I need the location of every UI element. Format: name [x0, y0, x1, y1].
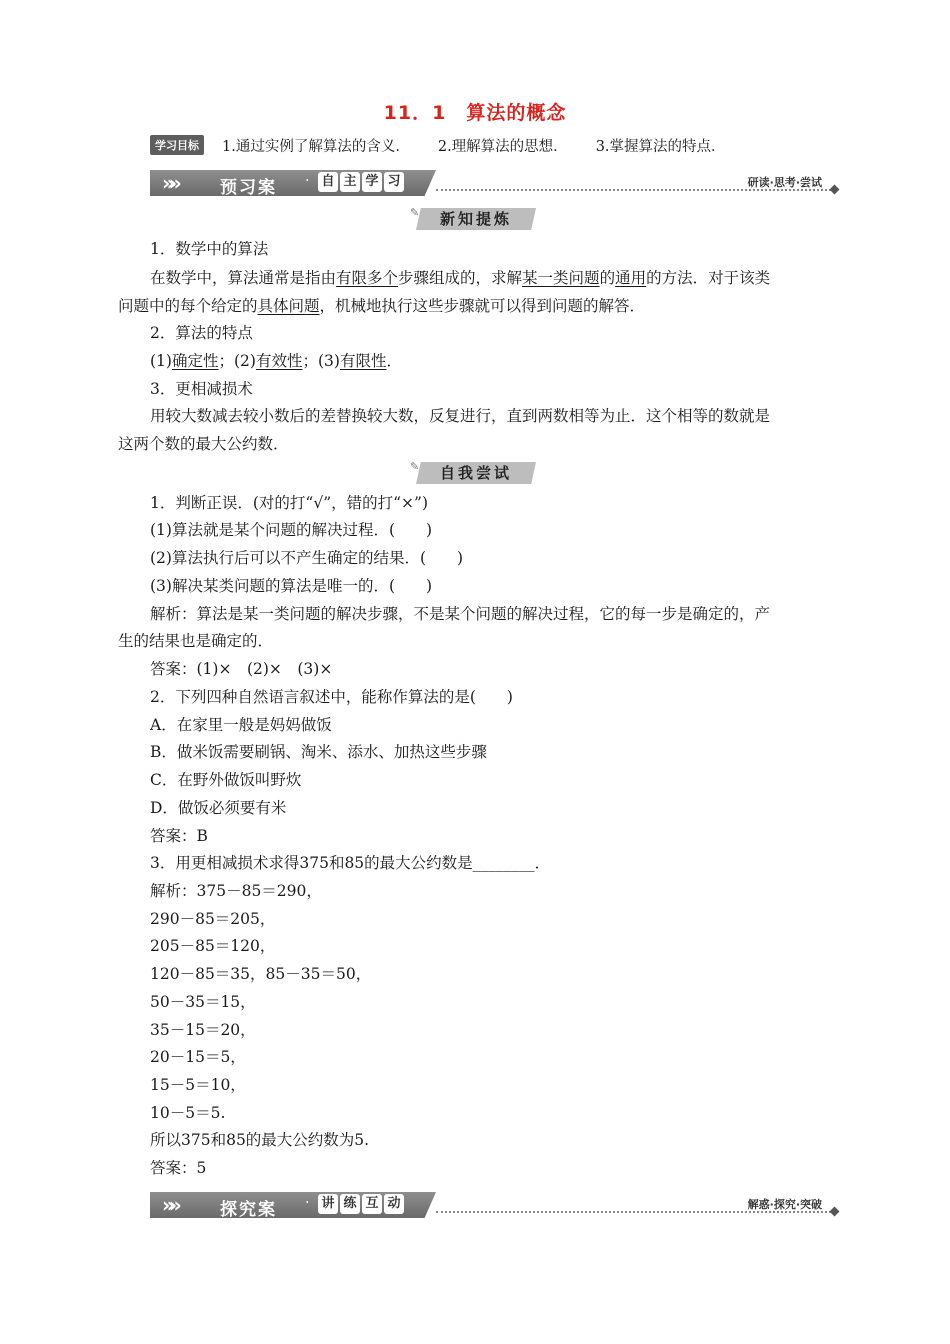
- banner-subtitle-char: 习: [384, 172, 404, 192]
- banner-subtitle-char: 动: [384, 1194, 404, 1214]
- text: 的方法．对于该类: [646, 269, 771, 287]
- banner-title: 探究案: [220, 1200, 277, 1220]
- text: (1): [150, 352, 172, 370]
- banner-dot: ·: [305, 1195, 310, 1211]
- text: ；(3): [302, 352, 340, 370]
- answer-line: 答案：(1)× (2)× (3)×: [150, 660, 333, 678]
- section-header-self-try: [410, 462, 538, 484]
- underlined-term: 某一类问题: [522, 269, 600, 287]
- question-1: 1．判断正误．(对的打“√”，错的打“×”): [150, 494, 429, 512]
- underlined-term: 有限性: [339, 352, 387, 370]
- diamond-icon: [830, 1207, 840, 1217]
- section-title: 自我尝试: [439, 464, 512, 482]
- text: 的: [599, 269, 616, 287]
- section-header-new-knowledge: [410, 208, 538, 230]
- banner-subtitle: [318, 172, 406, 192]
- option-c: C．在野外做饭叫野炊: [150, 771, 302, 789]
- banner-tag: 解惑·探究·突破: [747, 1198, 822, 1211]
- question-1-item: (2)算法执行后可以不产生确定的结果．( ): [150, 549, 464, 567]
- goal-item: 3.掌握算法的特点．: [595, 138, 726, 155]
- banner-subtitle-char: 自: [318, 172, 338, 192]
- underlined-term: 有限多个: [336, 269, 399, 287]
- banner-subtitle-char: 主: [340, 172, 360, 192]
- banner-subtitle-char: 互: [362, 1194, 382, 1214]
- features-line: [150, 351, 833, 371]
- banner-subtitle-char: 讲: [318, 1194, 338, 1214]
- solution-conclusion: 所以375和85的最大公约数为5.: [150, 1131, 370, 1149]
- heading-algorithm-in-math: 1．数学中的算法: [150, 240, 269, 258]
- answer-line: 答案：5: [150, 1159, 207, 1177]
- question-1-item: (3)解决某类问题的算法是唯一的．( ): [150, 577, 433, 595]
- solution-step: 10－5＝5.: [150, 1104, 226, 1122]
- banner-subtitle-char: 学: [362, 172, 382, 192]
- chevron-right-icon: »»: [162, 1193, 176, 1217]
- heading-algorithm-features: 2．算法的特点: [150, 324, 253, 342]
- pencil-icon: ✎: [410, 206, 420, 219]
- page-title: 11．1 算法的概念: [383, 102, 567, 124]
- solution-step: 120－85＝35，85－35＝50，: [150, 965, 372, 983]
- underlined-term: 有效性: [255, 352, 303, 370]
- paragraph-line: [150, 268, 833, 288]
- banner-tag: 研读·思考·尝试: [747, 176, 822, 189]
- solution-step: 解析：375－85＝290，: [150, 882, 322, 900]
- solution-step: 50－35＝15，: [150, 993, 256, 1011]
- option-b: B．做米饭需要刷锅、淘米、添水、加热这些步骤: [150, 743, 487, 761]
- section-title: 新知提炼: [439, 210, 512, 228]
- paragraph-line: [118, 296, 833, 316]
- option-a: A．在家里一般是妈妈做饭: [150, 716, 332, 734]
- question-2: 2．下列四种自然语言叙述中，能称作算法的是( ): [150, 688, 513, 706]
- text: 问题中的每个给定的: [118, 297, 258, 315]
- underlined-term: 具体问题: [257, 297, 320, 315]
- goals-badge: 学习目标: [150, 135, 204, 155]
- goal-item: 1.通过实例了解算法的含义．: [222, 138, 410, 155]
- underlined-term: 确定性: [171, 352, 219, 370]
- text: ，机械地执行这些步骤就可以得到问题的解答．: [319, 297, 646, 315]
- pencil-icon: ✎: [410, 460, 420, 473]
- text: ．: [386, 352, 402, 370]
- banner-dot: ·: [305, 173, 310, 189]
- preview-banner: [150, 170, 838, 196]
- banner-title: 预习案: [220, 178, 277, 198]
- answer-line: 答案：B: [150, 827, 208, 845]
- solution-step: 35－15＝20，: [150, 1021, 256, 1039]
- question-1-item: (1)算法就是某个问题的解决过程．( ): [150, 521, 433, 539]
- banner-subtitle-char: 练: [340, 1194, 360, 1214]
- heading-subtraction-method: 3．更相减损术: [150, 380, 253, 398]
- text: 在数学中，算法通常是指由: [150, 269, 337, 287]
- underlined-term: 通用: [615, 269, 647, 287]
- learning-goals: [150, 134, 850, 156]
- explanation-line: 解析：算法是某一类问题的解决步骤，不是某个问题的解决过程，它的每一步是确定的，产: [150, 605, 771, 623]
- diamond-icon: [830, 185, 840, 195]
- solution-step: 20－15＝5，: [150, 1048, 246, 1066]
- paragraph-line: 用较大数减去较小数后的差替换较大数，反复进行，直到两数相等为止．这个相等的数就是: [150, 407, 771, 425]
- text: ；(2): [218, 352, 256, 370]
- chevron-right-icon: »»: [162, 171, 176, 195]
- text: 步骤组成的，求解: [398, 269, 523, 287]
- explore-banner: [150, 1192, 838, 1218]
- paragraph-line: 这两个数的最大公约数．: [118, 435, 289, 453]
- solution-step: 15－5＝10，: [150, 1076, 246, 1094]
- goal-item: 2.理解算法的思想．: [437, 138, 568, 155]
- solution-step: 290－85＝205，: [150, 910, 276, 928]
- banner-subtitle: [318, 1194, 406, 1214]
- option-d: D．做饭必须要有米: [150, 799, 287, 817]
- solution-step: 205－85＝120，: [150, 937, 276, 955]
- question-3: 3．用更相减损术求得375和85的最大公约数是________．: [150, 854, 551, 872]
- explanation-line: 生的结果也是确定的．: [118, 632, 274, 650]
